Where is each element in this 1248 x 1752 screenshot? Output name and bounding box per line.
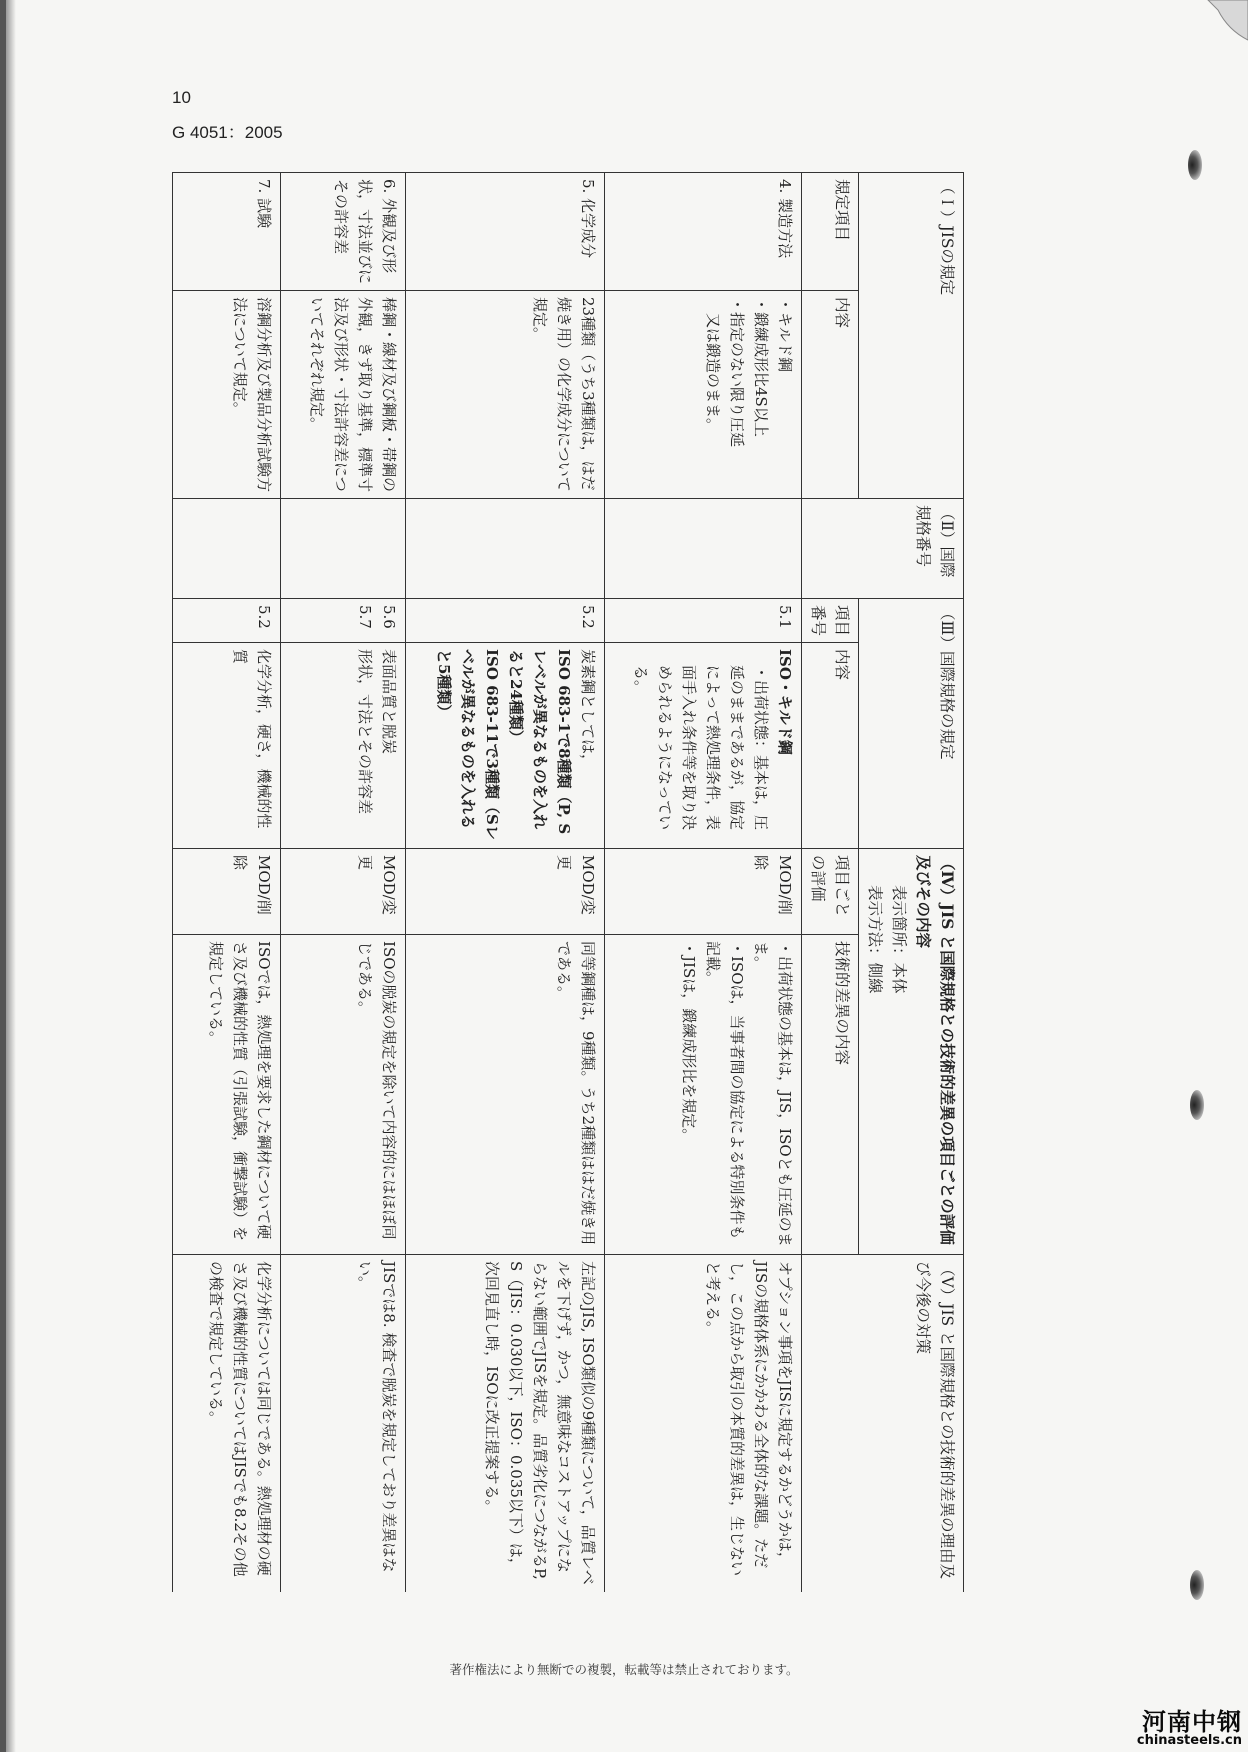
subheader-iso-item-no: 項目番号 [802,599,859,643]
row-iso-number [604,499,801,599]
row-reason: 化学分析については同じである。熱処理材の硬さ及び機械的性質についてはJISでも8.2その他の検査で規定している。 [173,1255,281,1592]
content-line: ・出荷状態：基本は，圧延のままであるが，協定によって熱処理条件，表面手入れ条件等を取り決められるようになっている。 [632,665,770,831]
content-line: ・ISOは，当事者間の協定による特別条件も記載。 [704,941,746,1240]
table-row [604,173,801,1593]
subheader-diff-detail: 技術的差異の内容 [802,935,859,1255]
page-number: 10 [172,88,191,107]
row-content: 23種類（うち3種類は，はだ焼き用）の化学成分について規定。 [405,291,604,499]
content-line: ISO 683-11で3種類（Sレベルが異なるものを入れると5種類） [434,649,501,840]
header-reason: （Ⅴ）JIS と国際規格との技術的差異の理由及び今後の対策 [802,1255,964,1592]
document-id: G 4051：2005 [172,123,283,142]
row-content [604,291,801,499]
row-iso-content: 化学分析，硬さ，機械的性質 [173,643,281,849]
table-row [405,173,604,1593]
row-evaluation: MOD/削除 [604,849,801,935]
row-content: 溶鋼分析及び製品分析試験方法について規定。 [173,291,281,499]
subheader-item: 規定項目 [802,173,859,291]
header-jis-spec: （Ｉ）JISの規定 [859,173,964,499]
row-reason: 左記のJIS, ISO類似の9種類について，品質レベルを下げず，かつ，無意味なコストアップにならない範囲でJISを規定。品質劣化につながるP, S（JIS：0.030以下，ISO：0.035以下）は，次回見直し時，ISOに改正提案する。 [405,1255,604,1592]
content-line: ・キルド鋼 [776,297,794,372]
row-diff-detail [604,935,801,1255]
table-row [173,173,281,1593]
row-item: 7. 試験 [173,173,281,291]
content-line: 形状，寸法とその許容差 [355,649,374,815]
row-evaluation: MOD/変更 [405,849,604,935]
row-item: 6. 外観及び形状，寸法並びにその許容差 [280,173,405,291]
punch-hole-mark [1190,1090,1204,1120]
row-iso-item-no: 5.2 [405,599,604,643]
scan-edge-gradient [6,0,16,1752]
subheader-evaluation: 項目ごとの評価 [802,849,859,935]
row-item: 5. 化学成分 [405,173,604,291]
row-diff-detail: ISOでは，熱処理を要求した鋼材について硬さ及び機械的性質（引張試験，衝撃試験）を規定している。 [173,935,281,1255]
row-iso-number [280,499,405,599]
row-iso-content [604,643,801,849]
header-iso-spec: （Ⅲ）国際規格の規定 [859,599,964,849]
content-line: 又は鍛造のまま。 [704,313,722,434]
row-iso-number [405,499,604,599]
content-line: ・出荷状態の基本は，JIS，ISOとも圧延のまま。 [752,941,794,1247]
row-iso-item-no: 5.2 [173,599,281,643]
row-reason: JISでは8. 検査で脱炭を規定しており差異はない。 [280,1255,405,1592]
row-reason: オプション事項をJISに規定するかどうかは，JISの規格体系にかかわる全体的な課題。ただし，この点から取引の本質的差異は，生じないと考える。 [604,1255,801,1592]
row-iso-item-no: 5.6 5.7 [280,599,405,643]
folded-corner-mark [1188,0,1248,60]
header-tech-diff [859,849,964,1255]
content-line: ・鍛練成形比4S以上 [752,297,770,437]
row-iso-item-no: 5.1 [604,599,801,643]
row-iso-number [173,499,281,599]
subheader-iso-content: 内容 [802,643,859,849]
content-line: 炭素鋼としては， [578,649,597,770]
row-diff-detail: ISOの脱炭の規定を除いて内容的にはほぼ同じである。 [280,935,405,1255]
table-row [280,173,405,1593]
row-iso-content [280,643,405,849]
copyright-notice: 著作権法により無断での複製，転載等は禁止されております。 [449,1662,799,1677]
row-diff-detail: 同等鋼種は，9種類。うち2種類ははだ焼き用である。 [405,935,604,1255]
header-tech-diff-method: 表示方法：側線 [866,885,884,994]
row-evaluation: MOD/変更 [280,849,405,935]
comparison-table-frame [172,172,964,1592]
header-tech-diff-location: 表示箇所：本体 [890,885,908,994]
row-item: 4. 製造方法 [604,173,801,291]
watermark-url: chinasteels.cn [1136,1733,1242,1748]
content-line: 表面品質と脱炭 [379,649,398,755]
content-line: ISO・キルド鋼 [776,649,794,755]
row-content: 棒鋼・線材及び鋼板・帯鋼の外観，きず取り基準，標準寸法及び形状・寸法許容差についてそれぞれ規定。 [280,291,405,499]
site-watermark [1124,1710,1242,1752]
row-evaluation: MOD/削除 [173,849,281,935]
watermark-brand: 河南中钢 [1142,1708,1242,1736]
content-line: ・JISは，鍛練成形比を規定。 [680,941,698,1144]
content-line: ISO 683-1で8種類（P, Sレベルが異なるものを入れると24種類） [506,649,573,835]
punch-hole-mark [1188,150,1202,180]
header-iso-number: （Ⅱ）国際規格番号 [802,499,964,599]
row-iso-content [405,643,604,849]
comparison-table [172,172,964,1592]
subheader-content: 内容 [802,291,859,499]
content-line: ・指定のない限り圧延 [728,297,746,448]
punch-hole-mark [1190,1570,1204,1600]
header-tech-diff-title: （Ⅳ）JIS と国際規格との技術的差異の項目ごとの評価及びその内容 [914,855,957,1245]
